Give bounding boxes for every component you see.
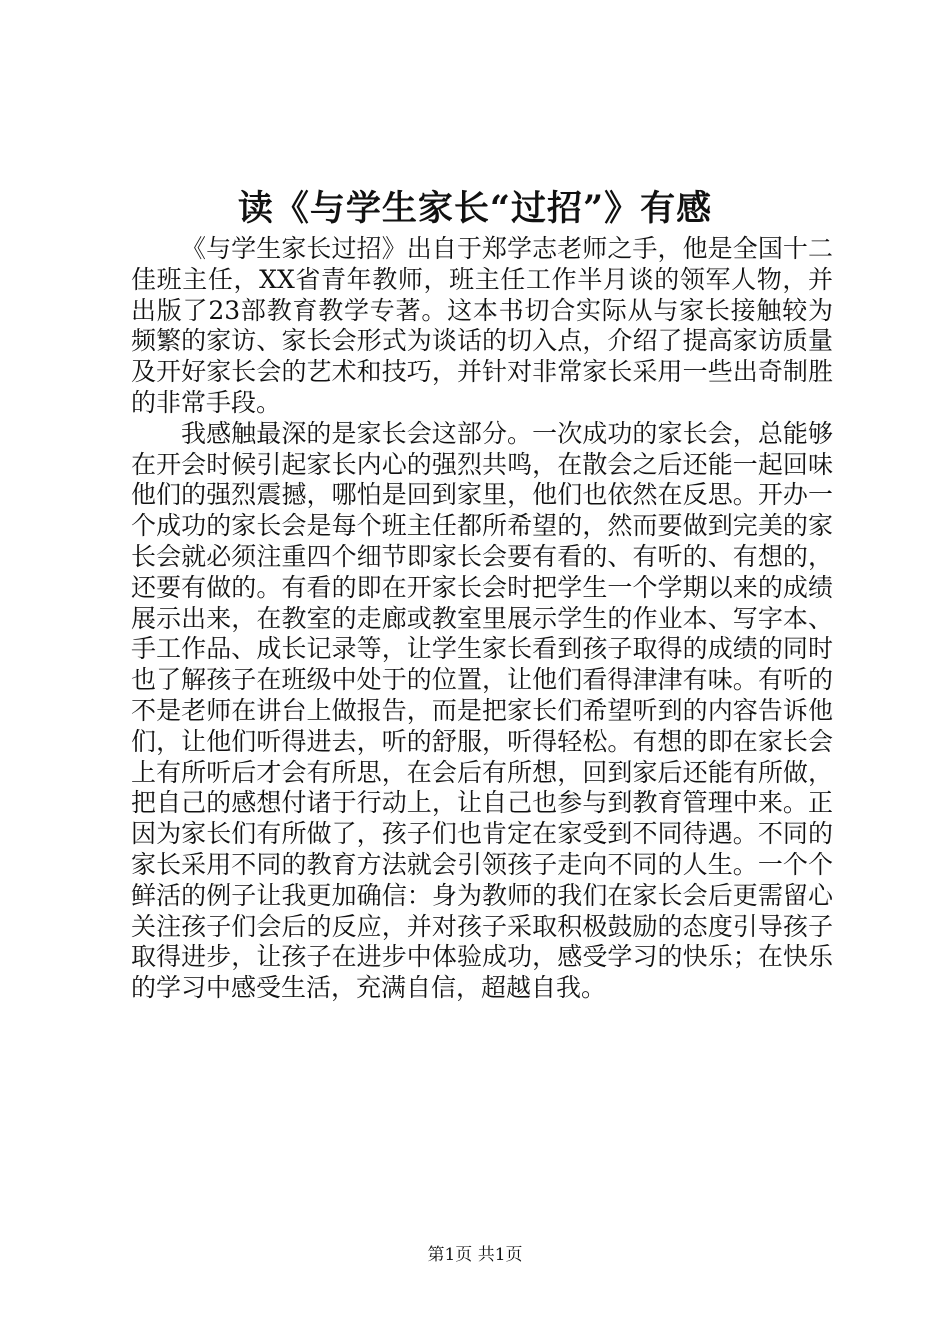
paragraph-1: 《与学生家长过招》出自于郑学志老师之手，他是全国十二佳班主任，XX省青年教师，班主任工作半月谈的领军人物，并出版了23部教育教学专著。这本书切合实际从与家长接触较为频繁的家访、家长会形式为谈话的切入点，介绍了提高家访质量及开好家长会的艺术和技巧，并针对非常家长采用一些出奇制胜的非常手段。 (131, 234, 833, 417)
page-footer: 第1页 共1页 (427, 1245, 523, 1265)
document-title: 读《与学生家长“过招”》有感 (237, 188, 713, 229)
paragraph-2: 我感触最深的是家长会这部分。一次成功的家长会，总能够在开会时候引起家长内心的强烈共鸣，在散会之后还能一起回味他们的强烈震撼，哪怕是回到家里，他们也依然在反思。开办一个成功的家长会是每个班主任都所希望的，然而要做到完美的家长会就必须注重四个细节即家长会要有看的、有听的、有想的，还要有做的。有看的即在开家长会时把学生一个学期以来的成绩展示出来，在教室的走廊或教室里展示学生的作业本、写字本、手工作品、成长记录等，让学生家长看到孩子取得的成绩的同时也了解孩子在班级中处于的位置，让他们看得津津有味。有听的不是老师在讲台上做报告，而是把家长们希望听到的内容告诉他们，让他们听得进去，听的舒服，听得轻松。有想的即在家长会上有所听后才会有所思，在会后有所想，回到家后还能有所做，把自己的感想付诸于行动上，让自己也参与到教育管理中来。正因为家长们有所做了，孩子们也肯定在家受到不同待遇。不同的家长采用不同的教育方法就会引领孩子走向不同的人生。一个个鲜活的例子让我更加确信：身为教师的我们在家长会后更需留心关注孩子们会后的反应，并对孩子采取积极鼓励的态度引导孩子取得进步，让孩子在进步中体验成功，感受学习的快乐；在快乐的学习中感受生活，充满自信，超越自我。 (131, 418, 833, 1003)
document-body (131, 234, 833, 1004)
